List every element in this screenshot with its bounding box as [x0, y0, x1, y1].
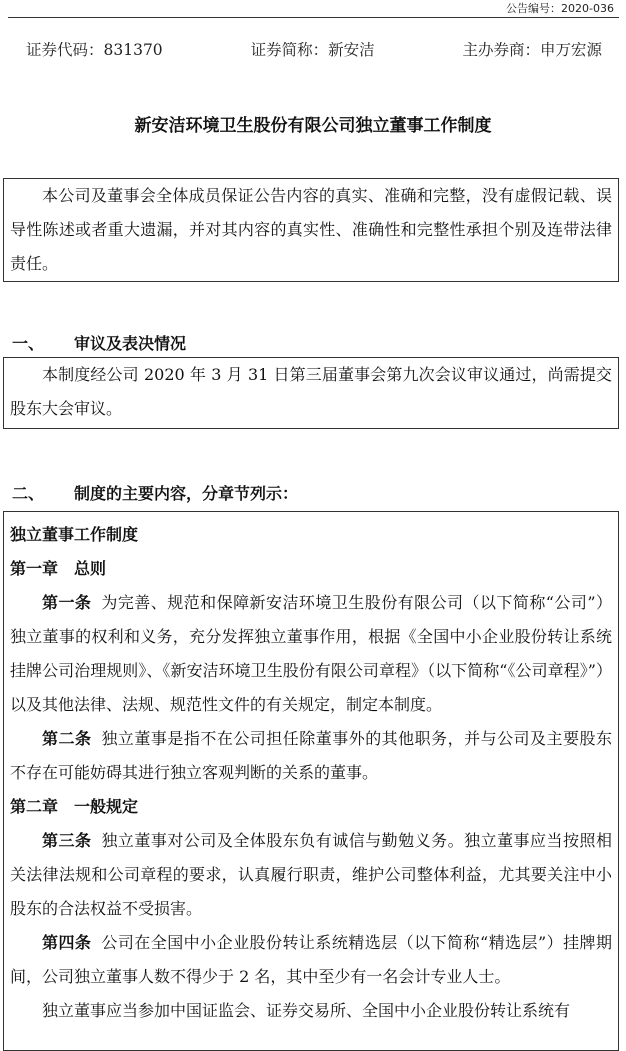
- disclaimer-text: 本公司及董事会全体成员保证公告内容的真实、准确和完整，没有虚假记载、误导性陈述或者重大遗漏，并对其内容的真实性、准确性和完整性承担个别及连带法律责任。: [10, 186, 612, 273]
- security-code: 证券代码：831370: [26, 41, 163, 59]
- disclaimer-box: [3, 178, 619, 282]
- section-1-title: 审议及表决情况: [74, 334, 187, 353]
- continuation-paragraph: 独立董事应当参加中国证监会、证券交易所、全国中小企业股份转让系统有: [42, 1001, 571, 1020]
- article-3-text: 独立董事对公司及全体股东负有诚信与勤勉义务。独立董事应当按照相关法律法规和公司章程的要求，认真履行职责，维护公司整体利益，尤其要关注中小股东的合法权益不受损害。: [10, 831, 612, 918]
- article-3: [4, 824, 618, 926]
- article-2-label: 第二条: [42, 729, 92, 748]
- article-1: [4, 586, 618, 722]
- section-2-heading: [12, 481, 298, 504]
- article-1-label: 第一条: [42, 593, 92, 612]
- lead-sponsor: 主办券商：申万宏源: [462, 41, 602, 59]
- chapter-2-heading: 第二章 一般规定: [10, 797, 139, 816]
- article-1-text: 为完善、规范和保障新安洁环境卫生股份有限公司（以下简称“公司”）独立董事的权利和义务，充分发挥独立董事作用，根据《全国中小企业股份转让系统挂牌公司治理规则》、《新安洁环境卫生股份有限公司章程》（以下简称“《公司章程》”）以及其他法律、法规、规范性文件的有关规定，制定本制度。: [10, 593, 612, 714]
- rules-content-box: [3, 511, 619, 1051]
- document-title: 新安洁环境卫生股份有限公司独立董事工作制度: [134, 116, 492, 136]
- security-abbreviation: 证券简称：新安洁: [250, 41, 375, 59]
- section-1-heading: [12, 331, 186, 354]
- review-box: [3, 357, 619, 429]
- section-2-title: 制度的主要内容，分章节列示：: [74, 484, 299, 503]
- chapter-1-heading: 第一章 总则: [10, 559, 107, 578]
- article-3-label: 第三条: [42, 831, 92, 850]
- review-text: 本制度经公司 2020 年 3 月 31 日第三届董事会第九次会议审议通过，尚需提交股东大会审议。: [10, 365, 612, 418]
- section-1-number: 一、: [12, 334, 45, 353]
- article-4: [4, 926, 618, 994]
- announcement-number: 公告编号：2020-036: [506, 2, 614, 15]
- article-2: [4, 722, 618, 790]
- article-2-text: 独立董事是指不在公司担任除董事外的其他职务，并与公司及主要股东不存在可能妨碍其进行独立客观判断的关系的董事。: [10, 729, 612, 782]
- article-4-label: 第四条: [42, 933, 92, 952]
- security-info-row: [26, 38, 602, 60]
- article-4-text: 公司在全国中小企业股份转让系统精选层（以下简称“精选层”）挂牌期间，公司独立董事人数不得少于 2 名，其中至少有一名会计专业人士。: [10, 933, 612, 986]
- header-divider: [8, 17, 619, 18]
- section-2-number: 二、: [12, 484, 45, 503]
- rules-title: 独立董事工作制度: [10, 525, 139, 544]
